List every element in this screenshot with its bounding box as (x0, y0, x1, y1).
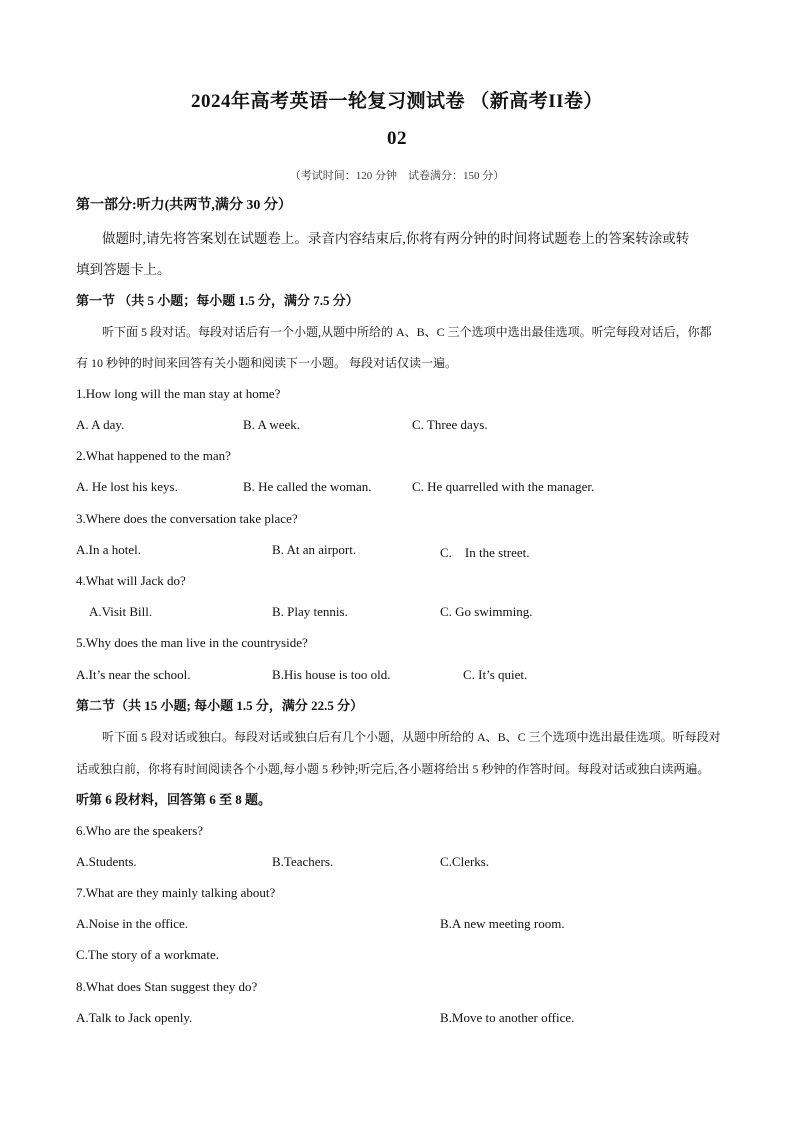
question-1-option-b: B. A week. (243, 417, 301, 432)
question-7-option-b: B.A new meeting room. (440, 916, 565, 931)
question-6-option-b: B.Teachers. (272, 854, 334, 869)
question-4: 4.What will Jack do? (76, 573, 186, 588)
question-3-option-a: A.In a hotel. (76, 542, 141, 557)
question-1-option-c: C. Three days. (412, 417, 488, 432)
exam-title: 2024年高考英语一轮复习测试卷 （新高考II卷） (190, 91, 604, 112)
question-8: 8.What does Stan suggest they do? (76, 979, 258, 994)
question-2-option-c: C. He quarrelled with the manager. (412, 479, 595, 494)
question-6-option-a: A.Students. (76, 854, 137, 869)
section1-instruction-cont: 有 10 秒钟的时间来回答有关小题和阅读下一小题。 每段对话仅读一遍。 (76, 356, 458, 370)
question-2-option-a: A. He lost his keys. (76, 479, 178, 494)
section1-heading: 第一节 （共 5 小题；每小题 1.5 分，满分 7.5 分） (76, 293, 359, 308)
section1-instruction: 听下面 5 段对话。每段对话后有一个小题,从题中所给的 A、B、C 三个选项中选出最佳选项。听完每段对话后，你都 (102, 325, 712, 339)
question-3: 3.Where does the conversation take place? (76, 511, 298, 526)
section2-instruction: 听下面 5 段对话或独白。每段对话或独白后有几个小题，从题中所给的 A、B、C 三个选项中选出最佳选项。听每段对 (102, 730, 721, 744)
question-4-option-b: B. Play tennis. (272, 604, 348, 619)
part1-heading: 第一部分:听力(共两节,满分 30 分） (76, 198, 292, 213)
question-5: 5.Why does the man live in the countryside? (76, 635, 308, 650)
part1-instruction-cont: 填到答题卡上。 (76, 262, 171, 277)
question-4-option-c: C. Go swimming. (440, 604, 533, 619)
exam-number: 02 (387, 128, 407, 149)
question-8-option-b: B.Move to another office. (440, 1010, 575, 1025)
question-7: 7.What are they mainly talking about? (76, 885, 276, 900)
material-6-heading: 听第 6 段材料，回答第 6 至 8 题。 (76, 792, 272, 807)
question-2: 2.What happened to the man? (76, 448, 231, 463)
question-3-option-c: C. In the street. (440, 545, 530, 560)
question-6: 6.Who are the speakers? (76, 823, 204, 838)
question-1-option-a: A. A day. (76, 417, 125, 432)
question-2-option-b: B. He called the woman. (243, 479, 372, 494)
question-6-option-c: C.Clerks. (440, 854, 490, 869)
question-5-option-c: C. It’s quiet. (463, 667, 528, 682)
section2-instruction-cont: 话或独白前，你将有时间阅读各个小题,每小题 5 秒钟;听完后,各小题将给出 5 秒钟的作答时间。每段对话或独白读两遍。 (76, 762, 710, 776)
question-3-option-b: B. At an airport. (272, 542, 357, 557)
section2-heading: 第二节（共 15 小题; 每小题 1.5 分，满分 22.5 分） (76, 698, 364, 713)
question-5-option-a: A.It’s near the school. (76, 667, 191, 682)
question-7-option-a: A.Noise in the office. (76, 916, 189, 931)
question-8-option-a: A.Talk to Jack openly. (76, 1010, 193, 1025)
exam-info: （考试时间：120 分钟 试卷满分：150 分） (289, 170, 505, 182)
part1-instruction: 做题时,请先将答案划在试题卷上。录音内容结束后,你将有两分钟的时间将试题卷上的答案转涂或转 (102, 231, 690, 246)
question-5-option-b: B.His house is too old. (272, 667, 391, 682)
question-4-option-a: A.Visit Bill. (89, 604, 153, 619)
question-1: 1.How long will the man stay at home? (76, 386, 281, 401)
question-7-option-c: C.The story of a workmate. (76, 947, 219, 962)
